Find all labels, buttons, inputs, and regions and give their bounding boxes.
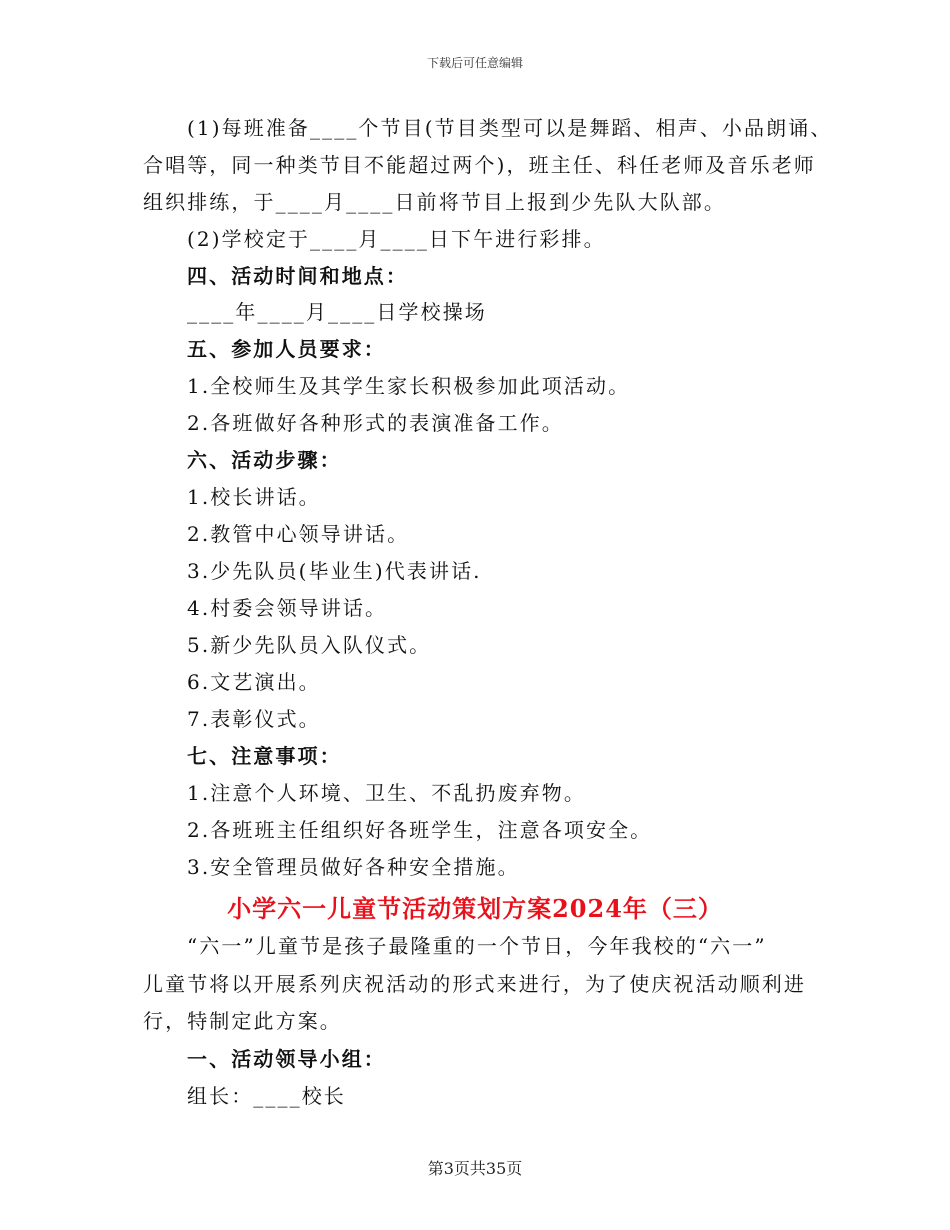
list-item: 7.表彰仪式。 <box>187 707 321 731</box>
list-item: 2.各班班主任组织好各班学生，注意各项安全。 <box>187 818 653 842</box>
paragraph-line: 合唱等，同一种类节目不能超过两个)，班主任、科任老师及音乐老师 <box>143 153 816 177</box>
list-item: 1.注意个人环境、卫生、不乱扔废弃物。 <box>187 781 586 805</box>
list-item: 1.校长讲话。 <box>187 485 321 509</box>
paragraph-line: 行，特制定此方案。 <box>143 1009 342 1033</box>
list-item: 2.教管中心领导讲话。 <box>187 522 410 546</box>
paragraph-line: (1)每班准备____个节目(节目类型可以是舞蹈、相声、小品朗诵、 <box>187 116 833 140</box>
list-item: 6.文艺演出。 <box>187 670 321 694</box>
list-item: 2.各班做好各种形式的表演准备工作。 <box>187 411 564 435</box>
paragraph-line: 儿童节将以开展系列庆祝活动的形式来进行，为了使庆祝活动顺利进 <box>143 972 806 996</box>
list-item: 1.全校师生及其学生家长积极参加此项活动。 <box>187 374 631 398</box>
section-heading: 六、活动步骤： <box>187 448 342 472</box>
section-heading: 七、注意事项： <box>187 744 342 768</box>
paragraph-line: 组长：____校长 <box>187 1084 346 1108</box>
list-item: 3.少先队员(毕业生)代表讲话. <box>187 559 482 583</box>
paragraph-line: 组织排练，于____月____日前将节目上报到少先队大队部。 <box>143 190 726 214</box>
header-note: 下载后可任意编辑 <box>426 56 523 70</box>
list-item: 4.村委会领导讲话。 <box>187 596 388 620</box>
section-heading: 五、参加人员要求： <box>187 337 386 361</box>
paragraph-line: (2)学校定于____月____日下午进行彩排。 <box>187 227 606 251</box>
document-title: 小学六一儿童节活动策划方案2024年（三） <box>227 894 723 923</box>
list-item: 3.安全管理员做好各种安全措施。 <box>187 855 520 879</box>
paragraph-line: ____年____月____日学校操场 <box>187 300 487 324</box>
section-heading: 一、活动领导小组： <box>187 1047 386 1071</box>
section-heading: 四、活动时间和地点： <box>187 264 408 288</box>
page-footer: 第3页共35页 <box>427 1159 523 1178</box>
paragraph-line: “六一”儿童节是孩子最隆重的一个节日，今年我校的“六一” <box>187 934 767 958</box>
list-item: 5.新少先队员入队仪式。 <box>187 633 432 657</box>
